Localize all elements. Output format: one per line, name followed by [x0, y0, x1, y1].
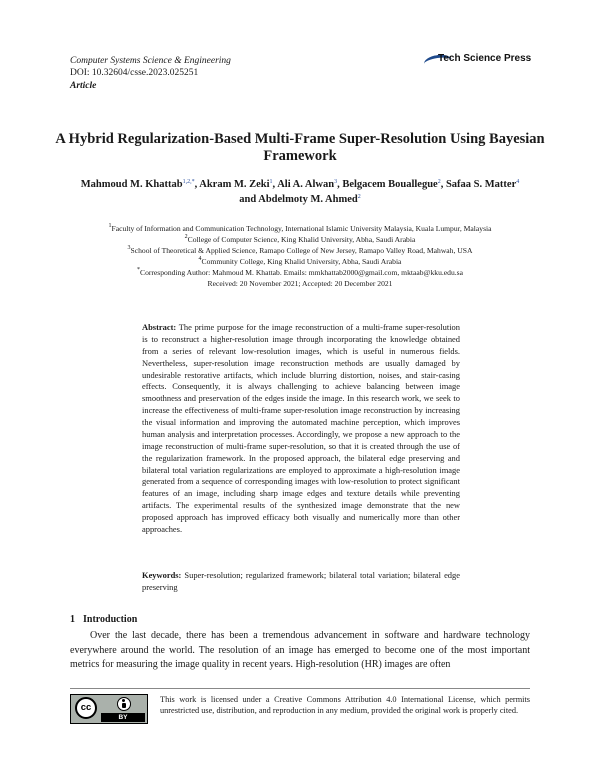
section-title: Introduction	[83, 614, 138, 625]
author-affiliation-mark[interactable]: 3	[334, 179, 338, 185]
license-text: This work is licensed under a Creative Commons Attribution 4.0 International License, which permits unrestricted use, distribution, and reproduction in any medium, provided the original work is properly cited.	[160, 695, 530, 716]
author-affiliation-mark[interactable]: 1,2,*	[182, 179, 195, 185]
section-heading	[70, 614, 137, 625]
affiliation-line: $^3$School of Theoretical & Applied Science, Ramapo College of New Jersey, Ramapo Valley Road, Mahwah, USA	[127, 245, 473, 256]
affiliation-line: $^1$Faculty of Information and Communication Technology, International Islamic University Malaysia, Kuala Lumpur, Malaysia	[108, 223, 492, 233]
author-name: Ali A. Alwan	[277, 179, 335, 190]
abstract-label: Abstract:	[142, 322, 177, 332]
license-divider	[70, 688, 530, 689]
cc-by-badge[interactable]	[70, 694, 148, 724]
cc-icon: cc	[75, 697, 97, 719]
author-name: Safaa S. Matter	[445, 179, 517, 190]
by-label: BY	[101, 713, 145, 722]
title-line-1: A Hybrid Regularization-Based Multi-Frame Super-Resolution Using Bayesian	[55, 131, 545, 147]
keywords-text: Super-resolution; regularized framework; bilateral total variation; bilateral edge preserving	[142, 570, 460, 592]
received-accepted-dates: Received: 20 November 2021; Accepted: 20 December 2021	[207, 279, 393, 289]
author-affiliation-mark[interactable]: 1	[269, 179, 273, 185]
abstract	[142, 322, 460, 536]
affiliations	[40, 223, 560, 290]
journal-name: Computer Systems Science & Engineering	[70, 56, 231, 66]
author-affiliation-mark[interactable]: 2	[357, 194, 361, 200]
author-affiliation-mark[interactable]: 2	[437, 179, 441, 185]
publisher-name: Tech Science Press	[438, 53, 532, 64]
publisher-logo[interactable]	[424, 51, 536, 69]
author-line-2	[40, 192, 560, 207]
affiliation-line: $^4$Community College, King Khalid University, Abha, Saudi Arabia	[198, 256, 402, 267]
paragraph: Over the last decade, there has been a tremendous advancement in software and hardware technology everywhere around the world. The resolution of an image has emerged to become one of the most important metrics for measuring the image quality in recent years. High-resolution (HR) images are often	[70, 630, 530, 670]
doi[interactable]: DOI: 10.32604/csse.2023.025251	[70, 68, 199, 78]
article-type: Article	[70, 81, 97, 91]
abstract-text: The prime purpose for the image reconstruction of a multi-frame super-resolution is to reconstruct a higher-resolution image through incorporating the knowledge obtained from a series of relevant low-resolution images, which is useful in numerous fields. Nevertheless, super-resolution image reconstruction methods are usually damaged by undesirable restorative artifacts, which include blurring distortion, noises, and stair-casing effects. Consequently, it is always challenging to achieve balancing between image smoothness and preservation of the edges inside the image. In this research work, we seek to increase the effectiveness of multi-frame super-resolution image reconstruction by increasing the visual information and improving the automated machine perception, which improves human analysis and interpretation processes. Accordingly, we propose a new approach to the image reconstruction of multi-frame super-resolution, so that it is created through the use of the regularization framework. In the proposed approach, the bilateral edge preserving and bilateral total variation regularizations are employed to approximate a high-resolution image generated from a sequence of corresponding images with low-resolution to protect significant features of an image, including sharp image edges and texture details while preventing artifacts. The experimental results of the synthesized image demonstrate that the new proposed approach has improved efficacy both visually and numerically more than other approaches.	[142, 322, 460, 534]
keywords	[142, 570, 460, 594]
paper-title	[40, 131, 560, 165]
attribution-person-icon	[117, 697, 131, 711]
keywords-label: Keywords:	[142, 570, 182, 580]
author-name: Belgacem Bouallegue	[342, 179, 438, 190]
author-affiliation-mark[interactable]: 4	[516, 179, 520, 185]
author-name: Abdelmoty M. Ahmed	[258, 194, 358, 205]
introduction-body	[70, 629, 530, 673]
title-line-2: Framework	[263, 148, 337, 164]
corresponding-author: *Corresponding Author: Mahmoud M. Khattab. Emails: mmkhattab2000@gmail.com, mktaab@kku.edu.sa	[137, 267, 463, 278]
author-joiner: and	[239, 194, 257, 205]
section-number: 1	[70, 614, 75, 625]
author-list	[40, 177, 560, 207]
affiliation-line: $^2$College of Computer Science, King Khalid University, Abha, Saudi Arabia	[184, 234, 416, 245]
author-name: Mahmoud M. Khattab	[80, 179, 183, 190]
author-line-1: Mahmoud M. Khattab$^{1,2,*}$, Akram M. Zeki$^1$, Ali A. Alwan$^3$, Belgacem Bouallegue$^2$, Safaa S. Matter$^4$	[80, 179, 520, 190]
author-name: Akram M. Zeki	[199, 179, 270, 190]
